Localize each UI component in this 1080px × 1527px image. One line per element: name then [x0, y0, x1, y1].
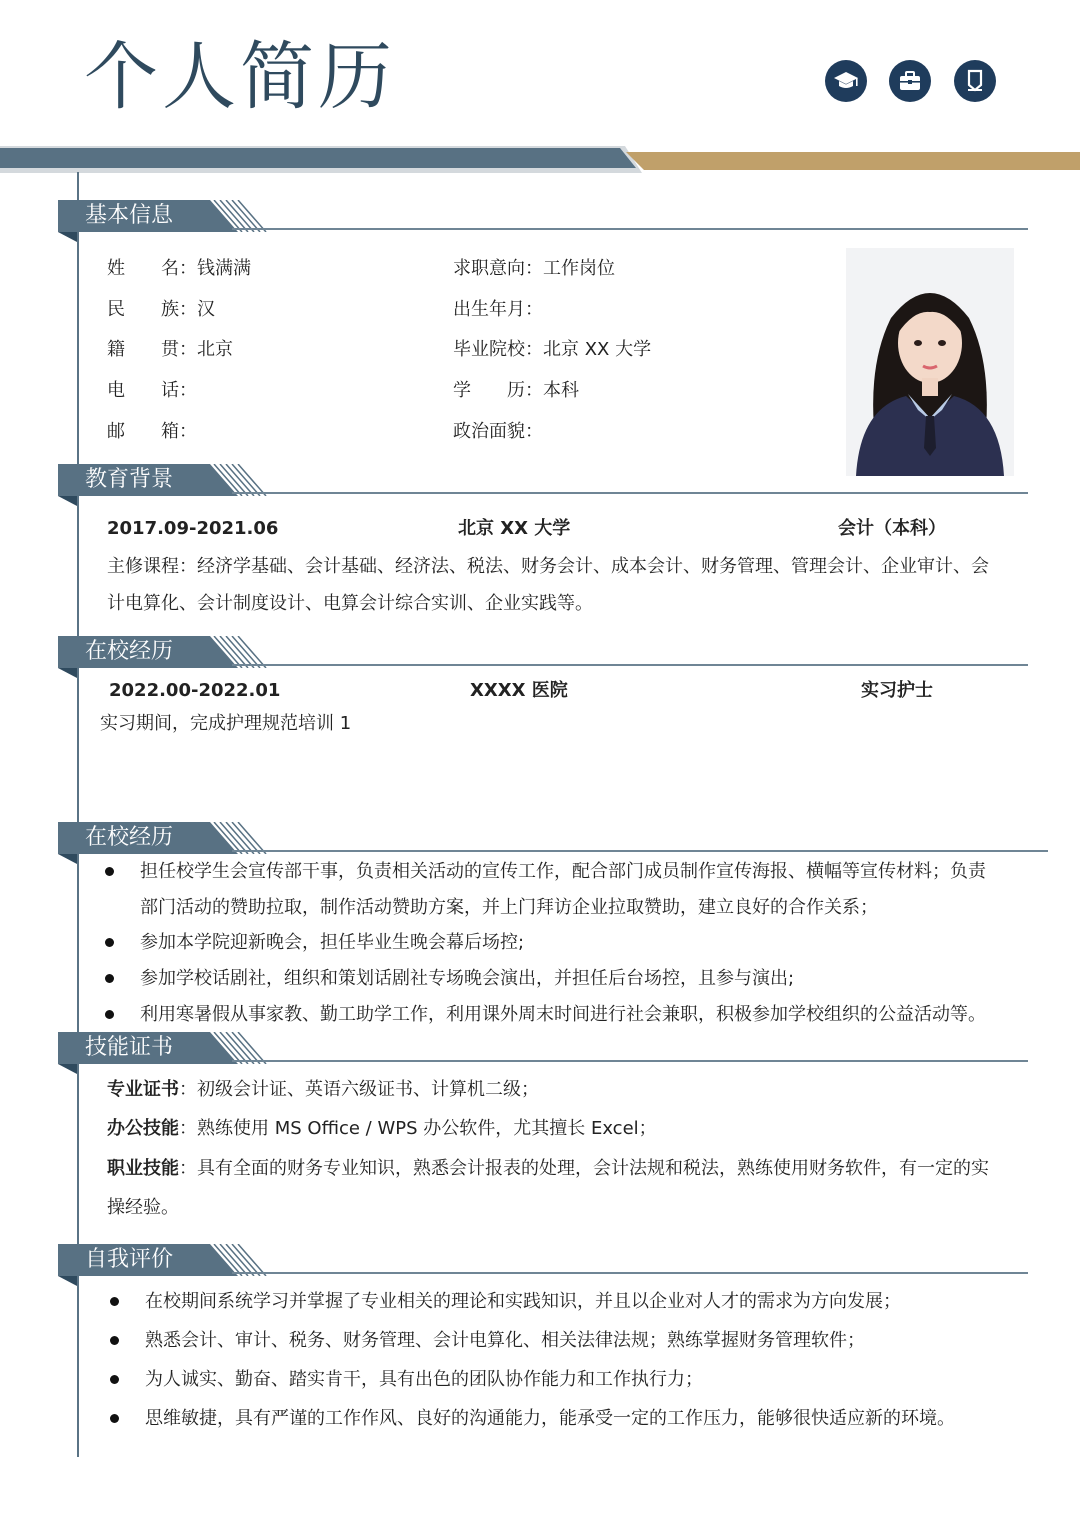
bullet: [110, 1297, 119, 1306]
section-divider: [232, 492, 1028, 494]
header-band: [0, 146, 1080, 176]
edu-degree: 会计（本科）: [838, 518, 946, 539]
campus1-role: 实习护士: [861, 680, 933, 701]
campus2-item-4: 利用寒暑假从事家教、勤工助学工作，利用课外周末时间进行社会兼职，积极参加学校组织的公益活动等。: [140, 1004, 986, 1025]
section-heading: 基本信息: [58, 200, 198, 232]
info-birth: 出生年月：: [453, 299, 543, 320]
section-heading: 在校经历: [58, 636, 198, 668]
skill-cert: 专业证书：初级会计证、英语六级证书、计算机二级；: [107, 1079, 539, 1100]
bullet: [110, 1414, 119, 1423]
bullet: [105, 867, 114, 876]
edu-period: 2017.09-2021.06: [107, 518, 279, 539]
page-title: 个人简历: [84, 34, 396, 120]
edu-courses: 主修课程：经济学基础、会计基础、经济法、税法、财务会计、成本会计、财务管理、管理会计、企业审计、会 计电算化、会计制度设计、电算会计综合实训、企业实践等。: [107, 556, 989, 614]
campus2-item-1b: 部门活动的赞助拉取，制作活动赞助方案，并上门拜访企业拉取赞助，建立良好的合作关系；: [140, 897, 878, 918]
briefcase-icon: [889, 60, 931, 102]
section-heading: 自我评价: [58, 1244, 198, 1276]
bookmark-icon: [954, 60, 996, 102]
info-degree: 学 历：本科: [453, 380, 579, 401]
bullet: [110, 1336, 119, 1345]
info-ethnicity: 民 族：汉: [107, 299, 215, 320]
section-divider: [232, 1060, 1028, 1062]
section-heading: 教育背景: [58, 464, 198, 496]
section-divider: [232, 228, 1028, 230]
campus1-desc: 实习期间，完成护理规范培训 1: [100, 713, 352, 734]
skill-office: 办公技能：熟练使用 MS Office / WPS 办公软件，尤其擅长 Excel；: [107, 1118, 657, 1139]
self-item-1: 在校期间系统学习并掌握了专业相关的理论和实践知识，并且以企业对人才的需求为方向发展；: [145, 1291, 901, 1312]
info-phone: 电 话：: [107, 380, 197, 401]
skill-professional-cont: 操经验。: [107, 1197, 179, 1218]
campus2-item-2: 参加本学院迎新晚会，担任毕业生晚会幕后场控;: [140, 932, 525, 953]
info-school: 毕业院校：北京 XX 大学: [453, 339, 652, 360]
info-name: 姓 名：钱满满: [107, 258, 251, 279]
campus2-item-3: 参加学校话剧社，组织和策划话剧社专场晚会演出，并担任后台场控，且参与演出;: [140, 968, 795, 989]
info-political: 政治面貌：: [453, 421, 543, 442]
bullet: [105, 938, 114, 947]
section-heading: 技能证书: [58, 1032, 198, 1064]
bullet: [105, 974, 114, 983]
info-email: 邮 箱：: [107, 421, 197, 442]
bullet: [105, 1010, 114, 1019]
edu-school: 北京 XX 大学: [458, 518, 571, 539]
campus2-item-1a: 担任校学生会宣传部干事，负责相关活动的宣传工作，配合部门成员制作宣传海报、横幅等宣传材料；负责: [140, 861, 986, 882]
campus1-period: 2022.00-2022.01: [109, 680, 281, 701]
self-item-3: 为人诚实、勤奋、踏实肯干，具有出色的团队协作能力和工作执行力；: [145, 1369, 703, 1390]
self-item-4: 思维敏捷，具有严谨的工作作风、良好的沟通能力，能承受一定的工作压力，能够很快适应新的环境。: [145, 1408, 955, 1429]
info-job-intention: 求职意向：工作岗位: [453, 258, 615, 279]
profile-photo: [846, 248, 1014, 476]
section-divider: [232, 850, 1048, 852]
info-hometown: 籍 贯：北京: [107, 339, 233, 360]
graduation-cap-icon: [825, 60, 867, 102]
campus1-org: XXXX 医院: [470, 680, 568, 701]
self-item-2: 熟悉会计、审计、税务、财务管理、会计电算化、相关法律法规；熟练掌握财务管理软件；: [145, 1330, 865, 1351]
section-divider: [232, 664, 1028, 666]
section-heading: 在校经历: [58, 822, 198, 854]
section-divider: [232, 1272, 1028, 1274]
skill-professional: 职业技能：具有全面的财务专业知识，熟悉会计报表的处理，会计法规和税法，熟练使用财务软件，有一定的实: [107, 1158, 989, 1179]
bullet: [110, 1375, 119, 1384]
